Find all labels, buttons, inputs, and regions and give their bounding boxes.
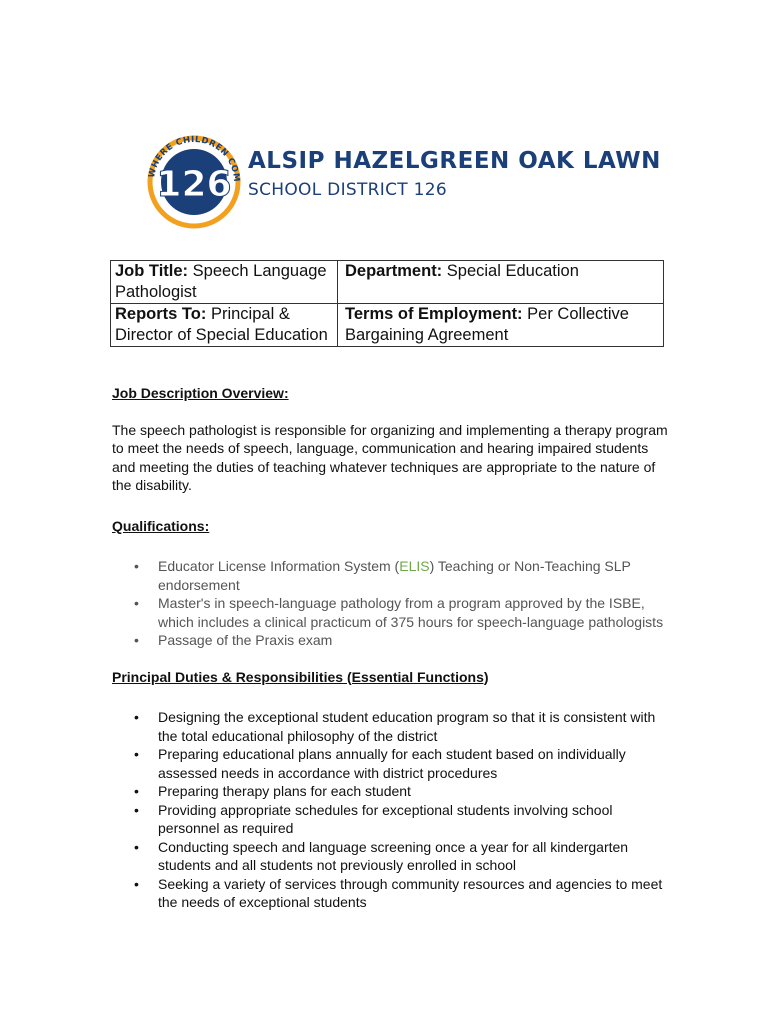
terms-cell: [338, 304, 664, 347]
overview-heading: Job Description Overview:: [112, 385, 289, 401]
overview-text: The speech pathologist is responsible for organizing and implementing a therapy program to meet the needs of speech, language, communication and hearing impaired students and meeting the duties of teaching whatever techniques are appropriate to the nature of the disability.: [112, 421, 668, 493]
duties-list: [112, 708, 672, 912]
district-seal-icon: [140, 124, 250, 234]
logo-subtitle: SCHOOL DISTRICT 126: [248, 180, 447, 200]
job-title-value: Speech Language Pathologist: [115, 262, 327, 301]
bullet-icon: •: [134, 709, 139, 725]
elis-link[interactable]: ELIS: [399, 558, 430, 574]
department-cell: [338, 261, 664, 304]
bullet-icon: •: [134, 632, 139, 648]
department-value: Special Education: [446, 262, 579, 280]
list-item: • Master's in speech-language pathology from a program approved by the ISBE, which includes a clinical practicum of 375 hours for speech-language pathologists: [134, 595, 664, 630]
terms-label: Terms of Employment:: [345, 305, 523, 323]
reports-to-label: Reports To:: [115, 305, 207, 323]
job-info-table: [110, 260, 664, 347]
logo-arc-text: WHERE CHILDREN COM: [147, 134, 242, 183]
reports-to-value: Principal & Director of Special Education: [115, 305, 328, 344]
terms-value: Per Collective Bargaining Agreement: [345, 305, 629, 344]
list-item: • Educator License Information System (ELIS) Teaching or Non-Teaching SLP endorsement: [134, 558, 631, 593]
logo-title: ALSIP HAZELGREEN OAK LAWN: [248, 148, 661, 174]
job-description-body: [112, 384, 672, 912]
bullet-icon: •: [134, 746, 139, 762]
bullet-icon: •: [134, 595, 139, 611]
list-item: • Seeking a variety of services through community resources and agencies to meet the needs of exceptional students: [134, 875, 663, 910]
reports-to-cell: [111, 304, 338, 347]
bullet-icon: •: [134, 801, 139, 818]
list-item: • Providing appropriate schedules for exceptional students involving school personnel as required: [134, 801, 613, 836]
district-logo: [140, 124, 661, 234]
list-item: • Passage of the Praxis exam: [134, 632, 333, 648]
qualifications-list: [112, 557, 672, 650]
list-item: • Conducting speech and language screening once a year for all kindergarten students and all students not previously enrolled in school: [134, 838, 629, 873]
duties-heading: Principal Duties & Responsibilities (Essential Functions): [112, 668, 489, 685]
list-item: • Preparing therapy plans for each student: [134, 783, 411, 799]
job-title-cell: [111, 261, 338, 304]
qualifications-heading: Qualifications:: [112, 517, 210, 534]
bullet-icon: •: [134, 783, 139, 799]
logo-number: 126: [156, 164, 232, 205]
bullet-icon: •: [134, 558, 139, 574]
job-title-label: Job Title:: [115, 262, 189, 280]
list-item: • Designing the exceptional student education program so that it is consistent with the total educational philosophy of the district: [134, 709, 656, 744]
bullet-icon: •: [134, 838, 139, 855]
list-item: • Preparing educational plans annually for each student based on individually assessed needs in accordance with district procedures: [134, 746, 626, 781]
department-label: Department:: [345, 262, 443, 280]
bullet-icon: •: [134, 875, 139, 892]
